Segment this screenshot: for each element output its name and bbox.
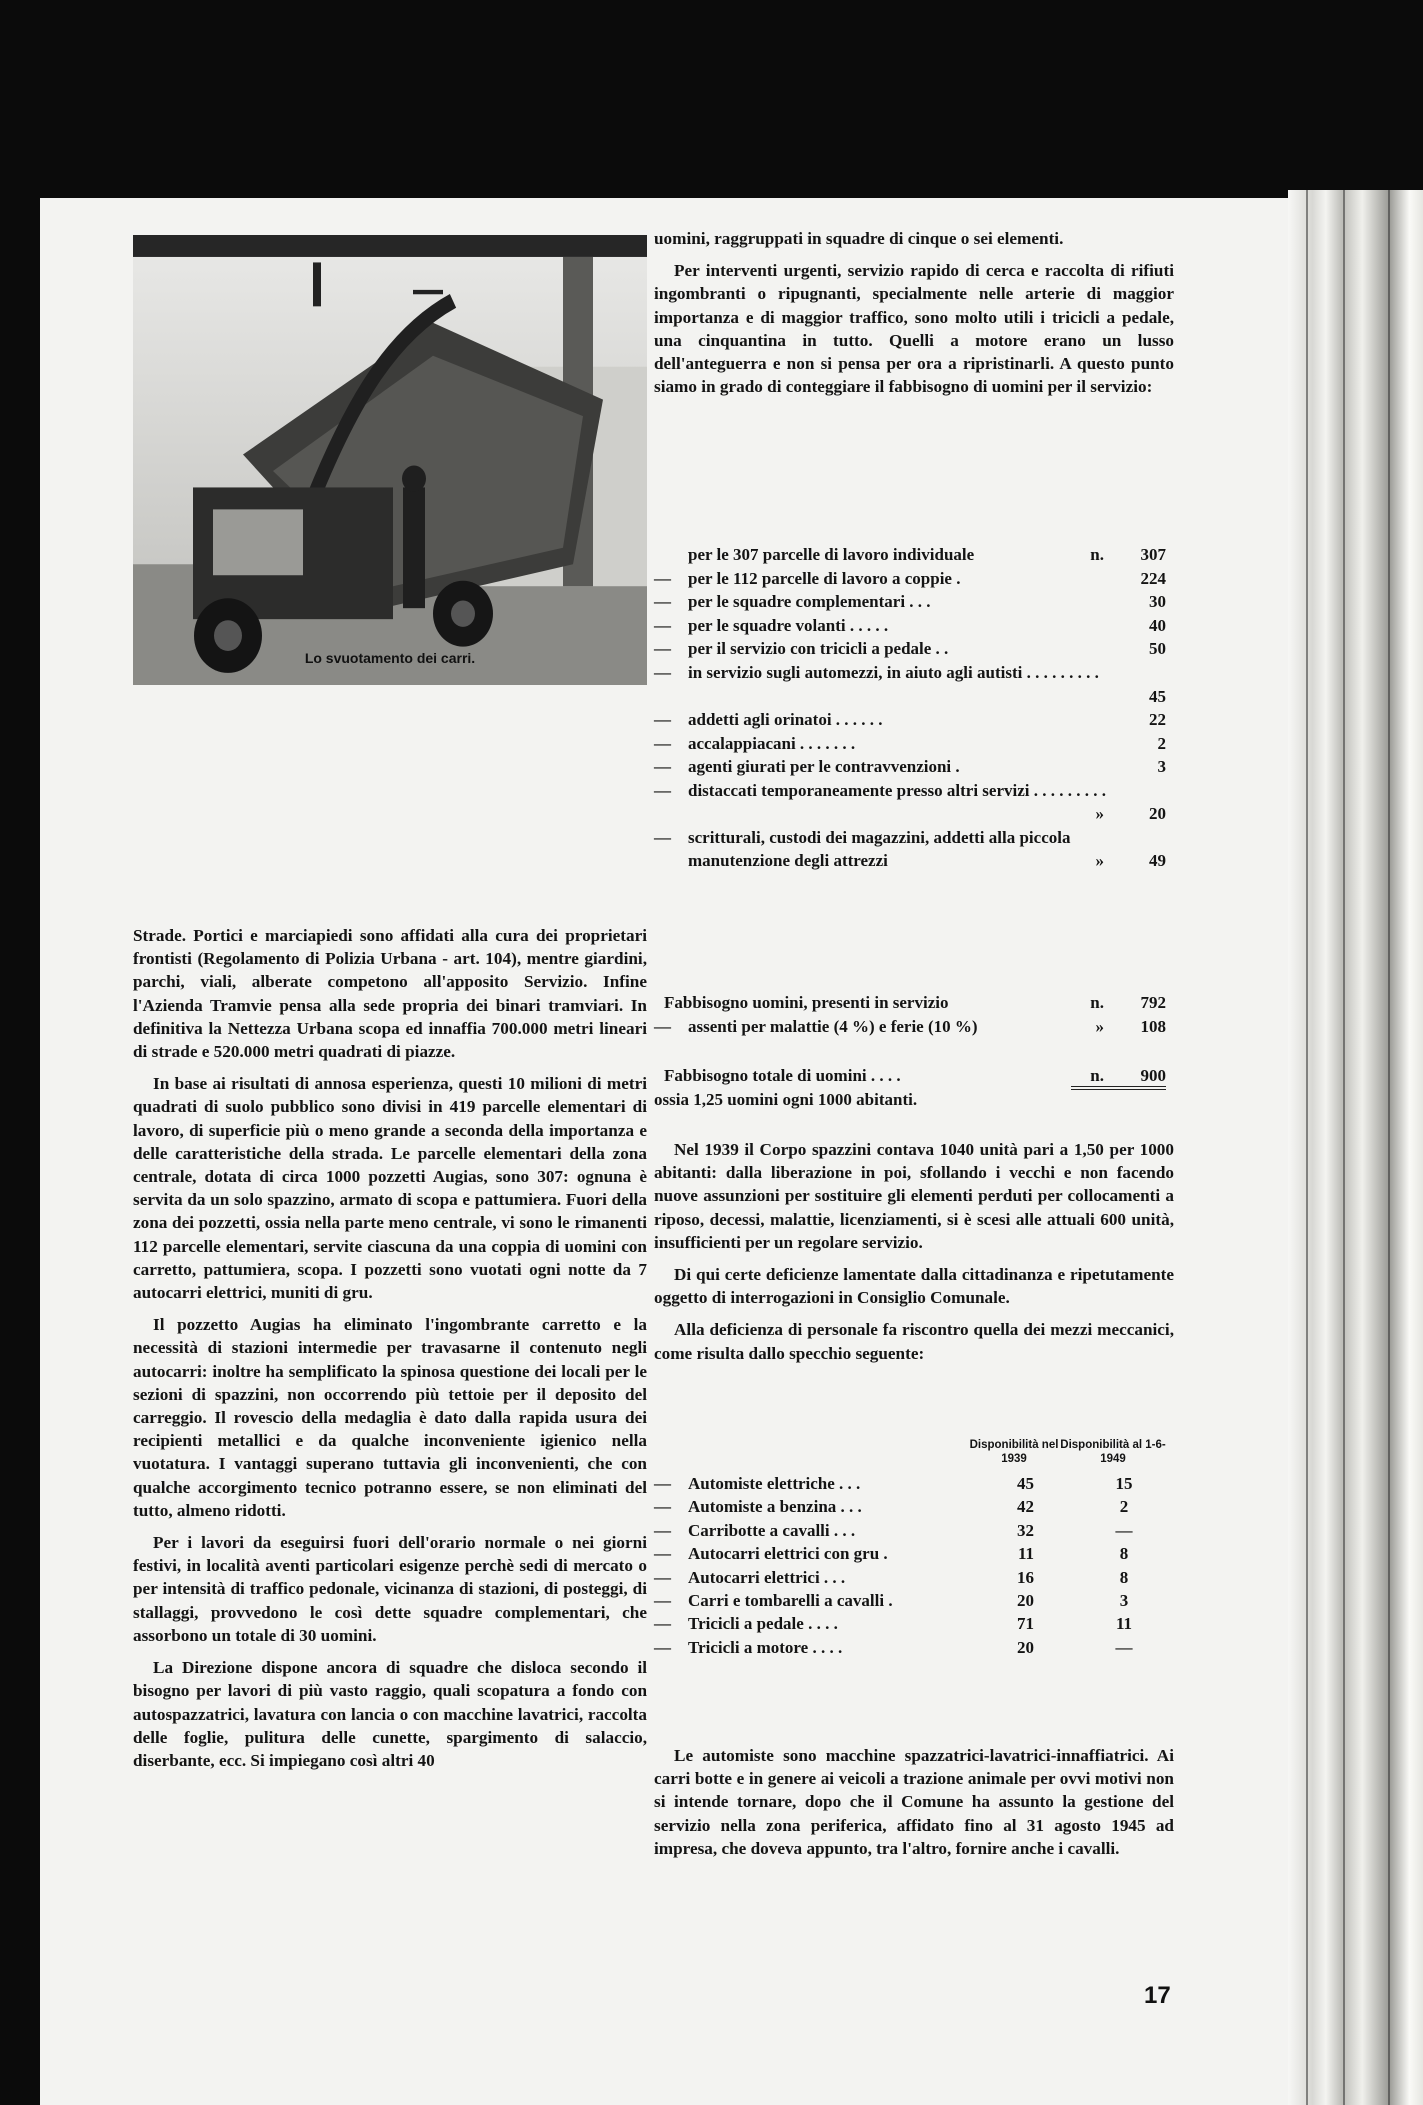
ratio-row xyxy=(654,1088,1178,1112)
staff-dash: — xyxy=(654,639,671,659)
staff-value: 45 xyxy=(1149,686,1166,706)
staff-dash: — xyxy=(654,568,671,588)
staff-label: agenti giurati per le contravvenzioni . xyxy=(688,757,960,777)
paragraph: La Direzione dispone ancora di squadre che disloca secondo il bisogno per lavori di più vasto raggio, quali scopatura a fondo con autospazzatrici, lavatura con lancia o con macchine lavatrici, raccolta delle foglie, pulitura delle cunette, spargimento di salaccio, diserbante, ecc. Si impiegano così altri 40 xyxy=(133,1658,647,1770)
book-binding-edge xyxy=(1288,190,1423,2105)
vehicle-1939: 32 xyxy=(1017,1520,1034,1540)
staff-dash: — xyxy=(654,615,671,635)
vehicle-1949: — xyxy=(1115,1637,1133,1657)
summary-label: assenti per malattie (4 %) e ferie (10 %) xyxy=(688,1017,978,1036)
staff-prefix: » xyxy=(1095,851,1104,871)
staff-label: in servizio sugli automezzi, in aiuto agli autisti . . . . . . . . . xyxy=(688,662,1099,682)
right-column-end xyxy=(654,1744,1174,1869)
total-label: Fabbisogno totale di uomini . . . . xyxy=(664,1066,901,1085)
vehicle-row xyxy=(654,1566,1178,1589)
staff-value: 50 xyxy=(1149,639,1166,659)
paragraph: Per i lavori da eseguirsi fuori dell'orario normale o nei giorni festivi, in località aventi particolari esigenze perchè sedi di mercato o per intensità di traffico pedonale, vicinanza di stazioni, di posteggi, di stallaggi, provvedono le così dette squadre complementari, che assorbono un totale di 30 uomini. xyxy=(133,1533,647,1645)
paragraph: Di qui certe deficienze lamentate dalla cittadinanza e ripetutamente oggetto di interrogazioni in Consiglio Comunale. xyxy=(654,1265,1174,1308)
vehicle-label: Autocarri elettrici con gru . xyxy=(688,1544,888,1564)
staff-dash: — xyxy=(654,780,671,800)
staff-label: per le 112 parcelle di lavoro a coppie . xyxy=(688,568,961,588)
vehicle-1939: 20 xyxy=(1017,1637,1034,1657)
staff-value: 307 xyxy=(1140,545,1166,564)
truck-photo-image xyxy=(133,235,647,685)
total-value: 900 xyxy=(1140,1066,1166,1085)
vehicle-1949: 2 xyxy=(1119,1497,1129,1517)
vehicle-label: Autocarri elettrici . . . xyxy=(688,1567,846,1587)
staff-row xyxy=(654,590,1178,614)
staff-value: 49 xyxy=(1149,851,1166,871)
vehicle-1949: 8 xyxy=(1119,1544,1129,1564)
staff-label: scritturali, custodi dei magazzini, addetti alla piccola manutenzione degli attrezzi xyxy=(688,827,1071,871)
paragraph: Alla deficienza di personale fa riscontro quella dei mezzi meccanici, come risulta dallo specchio seguente: xyxy=(654,1320,1174,1363)
paragraph: In base ai risultati di annosa esperienza, questi 10 milioni di metri quadrati di suolo pubblico sono divisi in 419 parcelle elementari di lavoro, di superficie più o meno grande a seconda della importanza e delle caratteristiche della strada. Le parcelle elementari della zona centrale, dotata di circa 1000 pozzetti Augias, sono 307: ognuna è servita da un solo spazzino, armato di scopa e pattumiera. Fuori della zona dei pozzetti, ossia nella parte meno centrale, vi sono le rimanenti 112 parcelle elementari, servite ciascuna da una coppia di uomini con carretto, pattumiera, scopa. I pozzetti sono vuotati ogni notte da 7 autocarri elettrici, muniti di gru. xyxy=(133,1074,647,1303)
vehicle-availability-table xyxy=(654,1438,1178,1659)
right-column-top xyxy=(654,227,1174,407)
staff-label: accalappiacani . . . . . . . xyxy=(688,733,856,753)
staff-row xyxy=(654,708,1178,732)
staff-dash: — xyxy=(654,827,671,847)
ratio-line: ossia 1,25 uomini ogni 1000 abitanti. xyxy=(654,1090,918,1109)
staff-prefix: n. xyxy=(1090,545,1104,564)
vehicle-label: Tricicli a motore . . . . xyxy=(688,1637,843,1657)
truck-photo xyxy=(133,235,647,685)
vehicle-1949: 15 xyxy=(1115,1474,1133,1493)
vehicle-1939: 71 xyxy=(1017,1614,1034,1634)
staff-prefix: » xyxy=(1095,804,1104,824)
summary-prefix: n. xyxy=(1090,993,1104,1012)
staff-requirements-list xyxy=(654,543,1178,873)
vehicle-dash: — xyxy=(654,1637,671,1657)
total-prefix: n. xyxy=(1090,1066,1104,1085)
staff-row xyxy=(654,779,1178,826)
staff-label: per le 307 parcelle di lavoro individuale xyxy=(688,545,975,564)
vehicle-dash: — xyxy=(654,1590,671,1610)
paragraph: Nel 1939 il Corpo spazzini contava 1040 unità pari a 1,50 per 1000 abitanti: dalla liberazione in poi, sfollando i vecchi e non facendo nuove assunzioni per sostituire gli elementi perduti per collocamenti a riposo, decessi, malattie, licenziamenti, si è scesi alle attuali 600 unità, insufficienti per un regolare servizio. xyxy=(654,1140,1174,1252)
right-column-mid xyxy=(654,1138,1174,1374)
staff-label: distaccati temporaneamente presso altri servizi . . . . . . . . . xyxy=(688,780,1106,800)
vehicle-1939: 42 xyxy=(1017,1497,1034,1517)
staff-dash: — xyxy=(654,757,671,777)
summary-prefix: » xyxy=(1095,1017,1104,1036)
vehicle-row xyxy=(654,1589,1178,1612)
photo-caption: Lo svuotamento dei carri. xyxy=(304,650,476,666)
staff-value: 40 xyxy=(1149,615,1166,635)
vehicle-1939: 11 xyxy=(1017,1544,1034,1564)
staff-value: 2 xyxy=(1157,733,1166,753)
staff-dash: — xyxy=(654,709,671,729)
left-column xyxy=(133,924,647,1781)
header-1949: Disponibilità al 1-6-1949 xyxy=(1060,1439,1166,1465)
vehicle-label: Automiste elettriche . . . xyxy=(688,1474,861,1493)
staff-dash: — xyxy=(654,662,671,682)
vehicle-1949: 8 xyxy=(1119,1567,1129,1587)
staff-dash: — xyxy=(654,733,671,753)
vehicle-1949: 3 xyxy=(1119,1590,1129,1610)
staff-summary xyxy=(654,991,1178,1039)
vehicle-label: Tricicli a pedale . . . . xyxy=(688,1614,838,1634)
staff-value: 20 xyxy=(1149,804,1166,824)
binding-line xyxy=(1343,190,1345,2105)
header-1939: Disponibilità nel 1939 xyxy=(969,1439,1059,1465)
vehicle-dash: — xyxy=(654,1497,671,1517)
staff-label: per le squadre volanti . . . . . xyxy=(688,615,889,635)
vehicle-label: Automiste a benzina . . . xyxy=(688,1497,862,1517)
staff-value: 30 xyxy=(1149,592,1166,612)
vehicle-dash: — xyxy=(654,1567,671,1587)
vehicle-dash: — xyxy=(654,1474,671,1493)
staff-label: per il servizio con tricicli a pedale . . xyxy=(688,639,949,659)
vehicle-row xyxy=(654,1612,1178,1635)
staff-row xyxy=(654,637,1178,661)
vehicle-1949: 11 xyxy=(1115,1614,1133,1634)
staff-value: 22 xyxy=(1149,709,1166,729)
staff-dash: — xyxy=(654,592,671,612)
paragraph: Il pozzetto Augias ha eliminato l'ingombrante carretto e la necessità di stazioni intermedie per travasarne il contenuto negli autocarri: inoltre ha semplificato la spinosa questione dei locali per le sezioni di spazzini, non occorrendo più tettoie per il deposito del carreggio. Il rovescio della medaglia è dato dalla rapida usura dei recipienti metallici e da qualche inconveniente igienico nella vuotatura. I vantaggi superano tuttavia gli inconvenienti, che con qualche accorgimento tecnico potranno essere, se non eliminati del tutto, almeno ridotti. xyxy=(133,1315,647,1520)
summary-value: 792 xyxy=(1140,993,1166,1012)
vehicle-row xyxy=(654,1519,1178,1542)
summary-value: 108 xyxy=(1140,1017,1166,1036)
magazine-page xyxy=(40,198,1288,2105)
staff-row xyxy=(654,732,1178,756)
staff-total xyxy=(654,1064,1178,1112)
staff-row xyxy=(654,661,1178,708)
paragraph: Per interventi urgenti, servizio rapido di cerca e raccolta di rifiuti ingombranti o ripugnanti, specialmente nelle arterie di maggior importanza e di maggior traffico, sono molto utili i tricicli a pedale, una cinquantina in tutto. Quelli a motore erano un lusso dell'anteguerra e non si pensa per ora a ripristinarli. A questo punto siamo in grado di conteggiare il fabbisogno di uomini per il servizio: xyxy=(654,261,1174,397)
summary-dash: — xyxy=(654,1017,671,1036)
paragraph: uomini, raggruppati in squadre di cinque o sei elementi. xyxy=(654,229,1064,248)
summary-row xyxy=(654,1015,1178,1039)
staff-value: 224 xyxy=(1140,568,1166,588)
summary-row xyxy=(654,991,1178,1015)
vehicle-dash: — xyxy=(654,1614,671,1634)
staff-row xyxy=(654,614,1178,638)
vehicle-dash: — xyxy=(654,1520,671,1540)
staff-label: per le squadre complementari . . . xyxy=(688,592,931,612)
paragraph: Strade. Portici e marciapiedi sono affidati alla cura dei proprietari frontisti (Regolamento di Polizia Urbana - art. 104), mentre giardini, parchi, viali, alberate competono all'apposito Servizio. Infine l'Azienda Tramvie pensa alla sede propria dei binari tramviari. In definitiva la Nettezza Urbana scopa ed innaffia 700.000 metri lineari di strade e 520.000 metri quadrati di piazze. xyxy=(133,926,647,1062)
vehicle-row xyxy=(654,1636,1178,1659)
vehicle-row xyxy=(654,1495,1178,1518)
vehicle-row xyxy=(654,1542,1178,1565)
page-number: 17 xyxy=(1144,1982,1171,2009)
staff-value: 3 xyxy=(1157,757,1166,777)
vehicle-label: Carribotte a cavalli . . . xyxy=(688,1520,856,1540)
staff-row xyxy=(654,567,1178,591)
vehicle-1939: 20 xyxy=(1017,1590,1034,1610)
vehicle-dash: — xyxy=(654,1544,671,1564)
summary-label: Fabbisogno uomini, presenti in servizio xyxy=(664,993,949,1012)
vehicle-label: Carri e tombarelli a cavalli . xyxy=(688,1590,893,1610)
staff-row xyxy=(654,826,1178,873)
vehicle-1949: — xyxy=(1115,1520,1133,1540)
paragraph: Le automiste sono macchine spazzatrici-lavatrici-innaffiatrici. Ai carri botte e in genere ai veicoli a trazione animale per ovvi motivi non si intende tornare, dopo che il Comune ha assunto la gestione del servizio nella zona periferica, affidato fino al 31 agosto 1945 ad impresa, che doveva appunto, tra l'altro, fornire anche i cavalli. xyxy=(654,1746,1174,1858)
vehicle-row xyxy=(654,1472,1178,1495)
staff-row xyxy=(654,755,1178,779)
staff-row xyxy=(654,543,1178,567)
vehicle-table-header xyxy=(654,1438,1178,1472)
vehicle-1939: 45 xyxy=(1017,1474,1034,1493)
total-row xyxy=(654,1064,1178,1088)
staff-label: addetti agli orinatoi . . . . . . xyxy=(688,709,883,729)
vehicle-1939: 16 xyxy=(1017,1567,1034,1587)
binding-line xyxy=(1306,190,1308,2105)
binding-line xyxy=(1388,190,1390,2105)
